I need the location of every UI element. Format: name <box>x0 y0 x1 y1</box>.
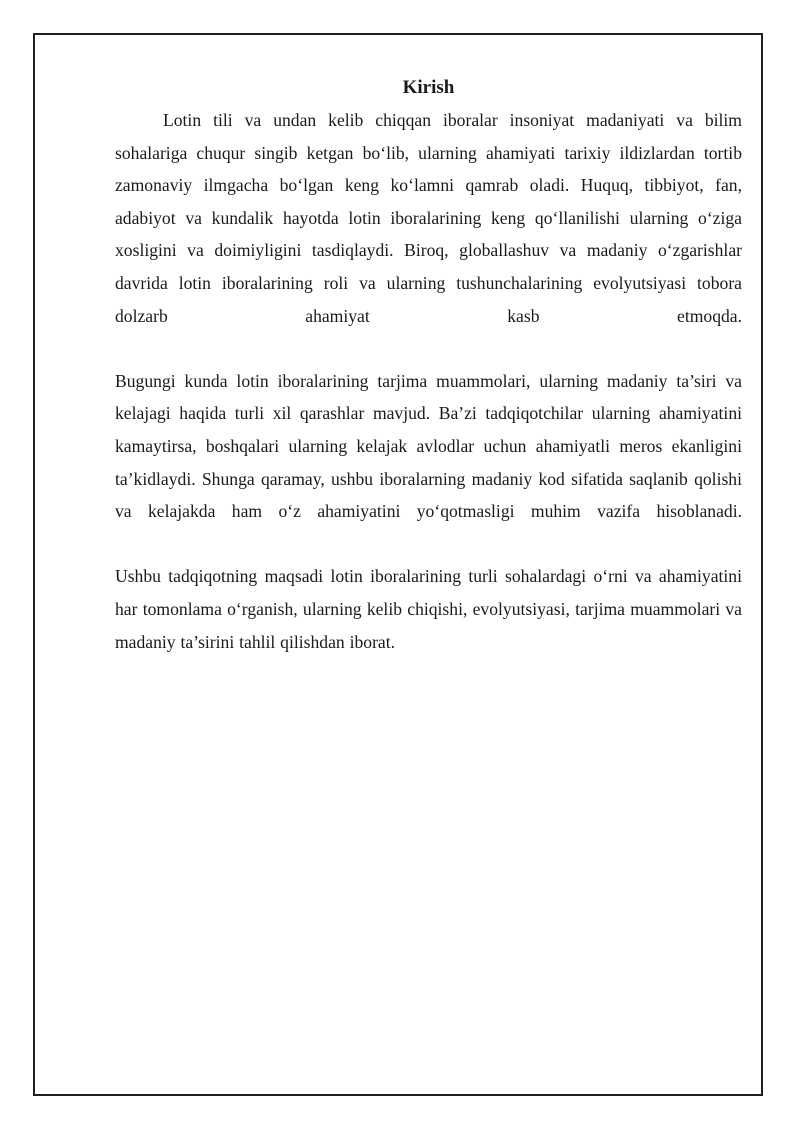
page-title: Kirish <box>402 77 455 98</box>
paragraph-spacer <box>115 332 742 365</box>
paragraph-intro: Lotin tili va undan kelib chiqqan iboralar insoniyat madaniyati va bilim sohalariga chuqur singib ketgan bo‘lib, ularning ahamiyati tarixiy ildizlardan tortib zamonaviy ilmgacha bo‘lgan keng ko‘lamni qamrab oladi. Huquq, tibbiyot, fan, adabiyot va kundalik hayotda lotin iboralarining keng qo‘llanilishi ularning o‘ziga xosligini va doimiyligini tasdiqlaydi. Biroq, globallashuv va madaniy o‘zgarishlar davrida lotin iboralarining roli va ularning tushunchalarining evolyutsiyasi tobora dolzarb ahamiyat kasb etmoqda. <box>115 110 742 326</box>
paragraph-spacer <box>115 528 742 561</box>
paragraph-aim: Ushbu tadqiqotning maqsadi lotin iboralarining turli sohalardagi o‘rni va ahamiyatini har tomonlama o‘rganish, ularning kelib chiqishi, evolyutsiyasi, tarjima muammolari va madaniy ta’sirini tahlil qilishdan iborat. <box>115 566 742 652</box>
document-body <box>115 72 742 658</box>
paragraph-views: Bugungi kunda lotin iboralarining tarjima muammolari, ularning madaniy ta’siri va kelajagi haqida turli xil qarashlar mavjud. Ba’zi tadqiqotchilar ularning ahamiyatini kamaytirsa, boshqalari ularning kelajak avlodlar uchun ahamiyatli meros ekanligini ta’kidlaydi. Shunga qaramay, ushbu iboralarning madaniy kod sifatida saqlanib qolishi va kelajakda ham o‘z ahamiyatini yo‘qotmasligi muhim vazifa hisoblanadi. <box>115 370 742 522</box>
